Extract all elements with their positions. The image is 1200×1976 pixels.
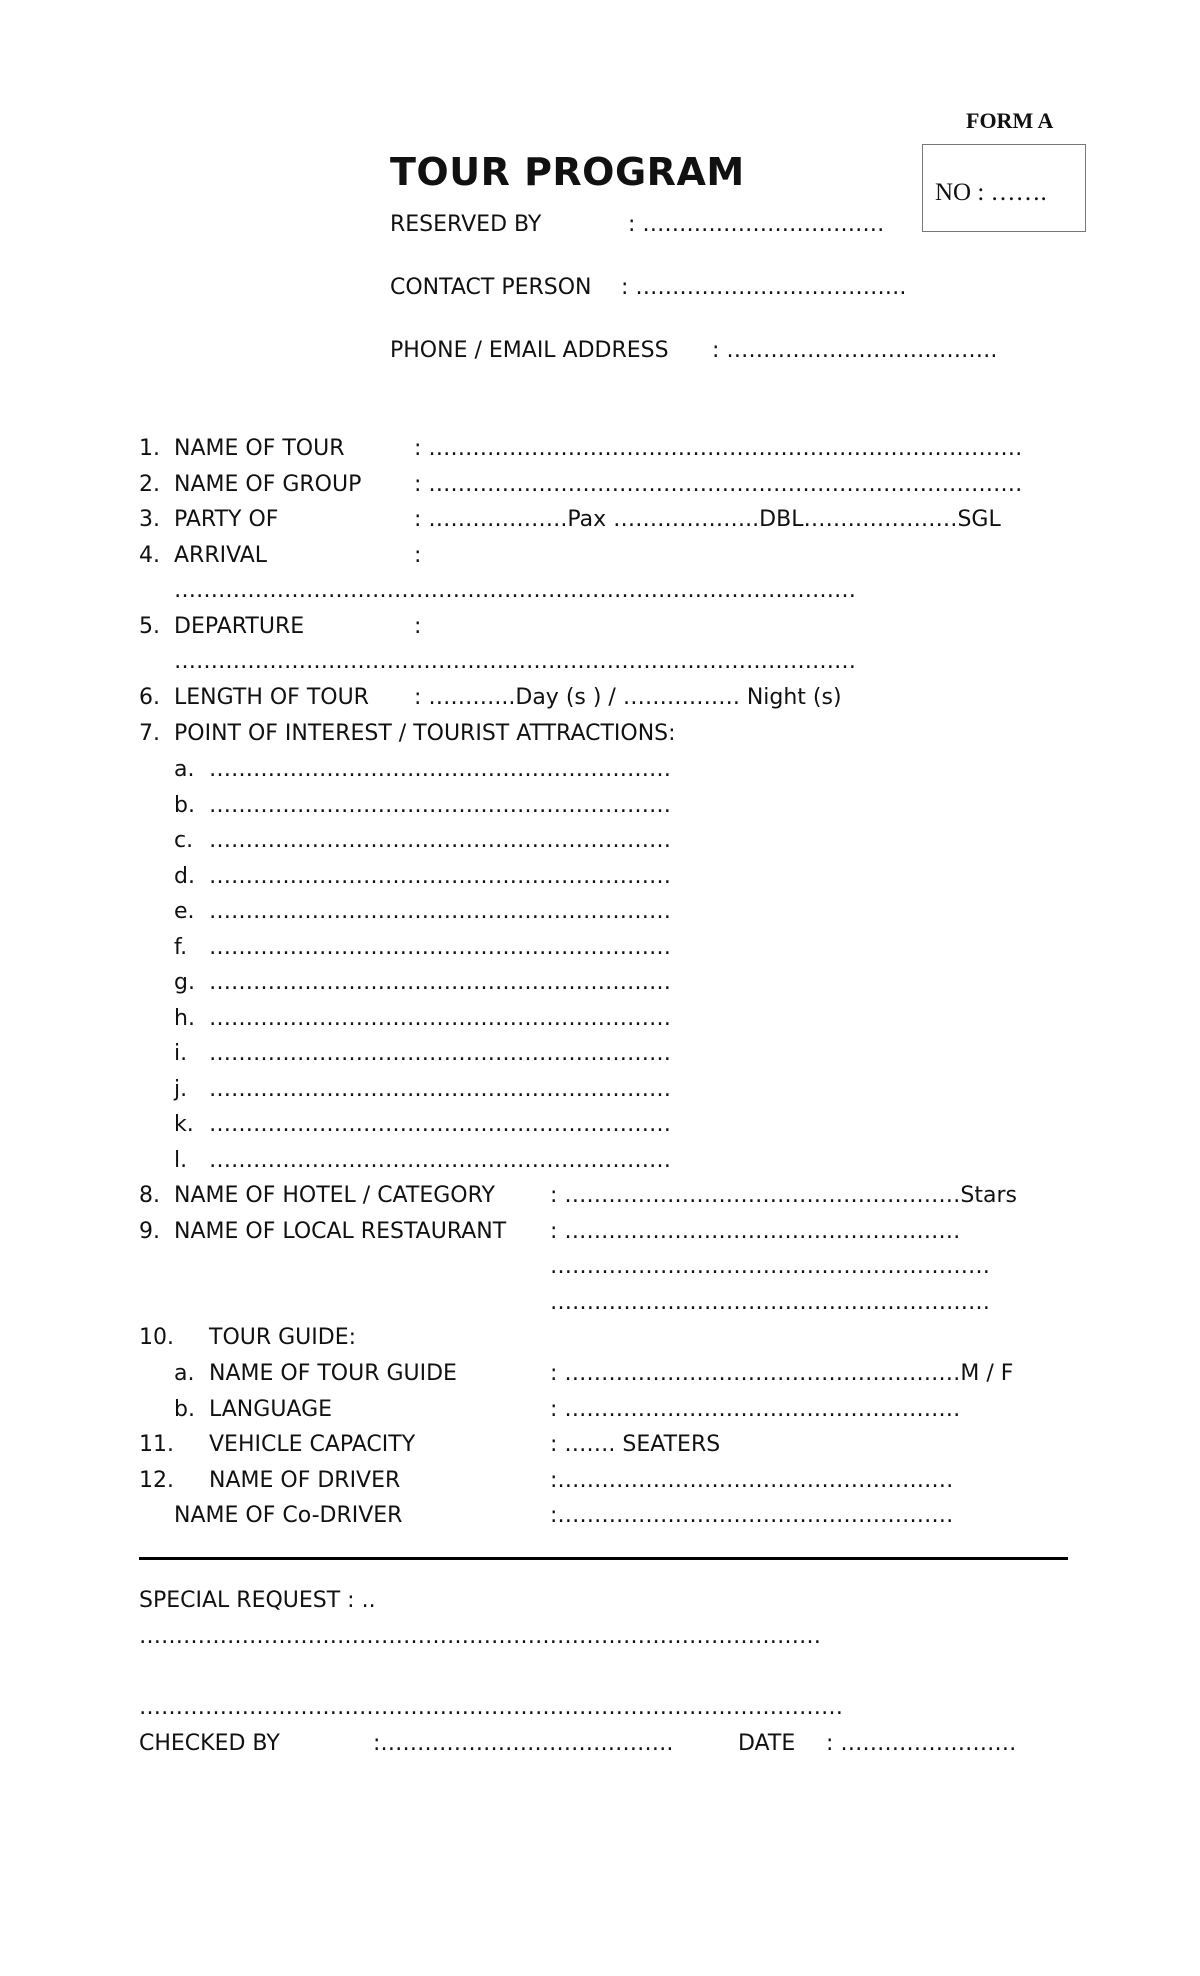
attraction-letter: k. [174,1112,194,1137]
attraction-field[interactable]: ……………………………………………………… [209,1041,671,1066]
contact-person-field[interactable]: : ………………………………. [621,275,907,300]
arrival-label: ARRIVAL [174,543,268,568]
item-number: 2. [139,472,160,497]
co-driver-name-label: NAME OF Co-DRIVER [174,1503,403,1528]
attraction-letter: h. [174,1006,195,1031]
local-restaurant-label: NAME OF LOCAL RESTAURANT [174,1219,507,1244]
attraction-letter: b. [174,793,195,818]
attraction-letter: i. [174,1041,188,1066]
length-of-tour-label: LENGTH OF TOUR [174,685,369,710]
attraction-letter: e. [174,899,195,924]
attraction-field[interactable]: ……………………………………………………… [209,1006,671,1031]
name-of-group-field[interactable]: : ……………………………………………………………………… [414,472,1023,497]
arrival-colon: : [414,543,422,568]
vehicle-capacity-label: VEHICLE CAPACITY [209,1432,416,1457]
sub-item-letter: b. [174,1397,195,1422]
item-number: 7. [139,721,160,746]
phone-email-field[interactable]: : ………………………………. [712,338,998,363]
tour-guide-heading: TOUR GUIDE: [209,1325,357,1350]
special-request-field-2[interactable]: …………………………………………………………………………………… [139,1695,843,1720]
language-label: LANGUAGE [209,1397,333,1422]
tour-guide-name-label: NAME OF TOUR GUIDE [209,1361,457,1386]
hotel-category-field[interactable]: : ………………………………………………Stars [550,1183,1017,1208]
language-field[interactable]: : ……………………………………………… [550,1397,961,1422]
name-of-tour-label: NAME OF TOUR [174,436,345,461]
attraction-letter: j. [174,1077,188,1102]
driver-name-field[interactable]: :……………………………………………… [550,1468,954,1493]
item-number: 3. [139,507,160,532]
attraction-letter: d. [174,864,195,889]
checked-by-field[interactable]: :…………………………………. [373,1731,674,1756]
tour-guide-name-field[interactable]: : ………………………………………………M / F [550,1361,1014,1386]
attraction-letter: l. [174,1148,188,1173]
attraction-field[interactable]: ……………………………………………………… [209,899,671,924]
date-label: DATE [738,1731,796,1756]
special-request-field-1[interactable]: ………………………………………………………………………………… [139,1624,821,1649]
attraction-field[interactable]: ……………………………………………………… [209,828,671,853]
attraction-letter: g. [174,970,195,995]
point-of-interest-label: POINT OF INTEREST / TOURIST ATTRACTIONS: [174,721,676,746]
reserved-by-field[interactable]: : …………………………… [628,212,885,237]
item-number: 9. [139,1219,160,1244]
form-number-box[interactable] [922,144,1086,232]
attraction-field[interactable]: ……………………………………………………… [209,935,671,960]
sub-item-letter: a. [174,1361,195,1386]
contact-person-label: CONTACT PERSON [390,275,592,300]
form-label: FORM A [966,108,1054,133]
party-of-field[interactable]: : ……………….Pax ………………..DBL…………………SGL [414,507,1001,532]
item-number: 4. [139,543,160,568]
arrival-field[interactable]: ………………………………………………………………………………… [174,578,856,603]
phone-email-label: PHONE / EMAIL ADDRESS [390,338,669,363]
reserved-by-label: RESERVED BY [390,212,542,237]
attraction-letter: a. [174,757,195,782]
item-number: 12. [139,1468,174,1493]
name-of-group-label: NAME OF GROUP [174,472,362,497]
party-of-label: PARTY OF [174,507,279,532]
special-request-label: SPECIAL REQUEST : .. [139,1588,376,1613]
attraction-field[interactable]: ……………………………………………………… [209,970,671,995]
checked-by-label: CHECKED BY [139,1731,280,1756]
local-restaurant-field-3[interactable]: …………………………………………………… [550,1290,990,1315]
attraction-field[interactable]: ……………………………………………………… [209,1112,671,1137]
attraction-letter: c. [174,828,194,853]
item-number: 6. [139,685,160,710]
item-number: 11. [139,1432,174,1457]
driver-name-label: NAME OF DRIVER [209,1468,401,1493]
item-number: 5. [139,614,160,639]
departure-field[interactable]: ………………………………………………………………………………… [174,649,856,674]
name-of-tour-field[interactable]: : ……………………………………………………………………… [414,436,1023,461]
co-driver-name-field[interactable]: :……………………………………………… [550,1503,954,1528]
attraction-field[interactable]: ……………………………………………………… [209,864,671,889]
hotel-category-label: NAME OF HOTEL / CATEGORY [174,1183,495,1208]
attraction-letter: f. [174,935,188,960]
item-number: 8. [139,1183,160,1208]
form-number-text: NO : ……. [935,179,1047,206]
attraction-field[interactable]: ……………………………………………………… [209,757,671,782]
vehicle-capacity-field[interactable]: : ……. SEATERS [550,1432,721,1457]
date-field[interactable]: : …………………… [826,1731,1017,1756]
attraction-field[interactable]: ……………………………………………………… [209,1148,671,1173]
local-restaurant-field-1[interactable]: : ……………………………………………… [550,1219,961,1244]
item-number: 10. [139,1325,174,1350]
length-of-tour-field[interactable]: : ………...Day (s ) / ……………. Night (s) [414,685,842,710]
page-title: TOUR PROGRAM [390,150,745,194]
local-restaurant-field-2[interactable]: …………………………………………………… [550,1254,990,1279]
item-number: 1. [139,436,160,461]
attraction-field[interactable]: ……………………………………………………… [209,1077,671,1102]
section-divider [139,1557,1068,1560]
attraction-field[interactable]: ……………………………………………………… [209,793,671,818]
departure-colon: : [414,614,422,639]
departure-label: DEPARTURE [174,614,305,639]
